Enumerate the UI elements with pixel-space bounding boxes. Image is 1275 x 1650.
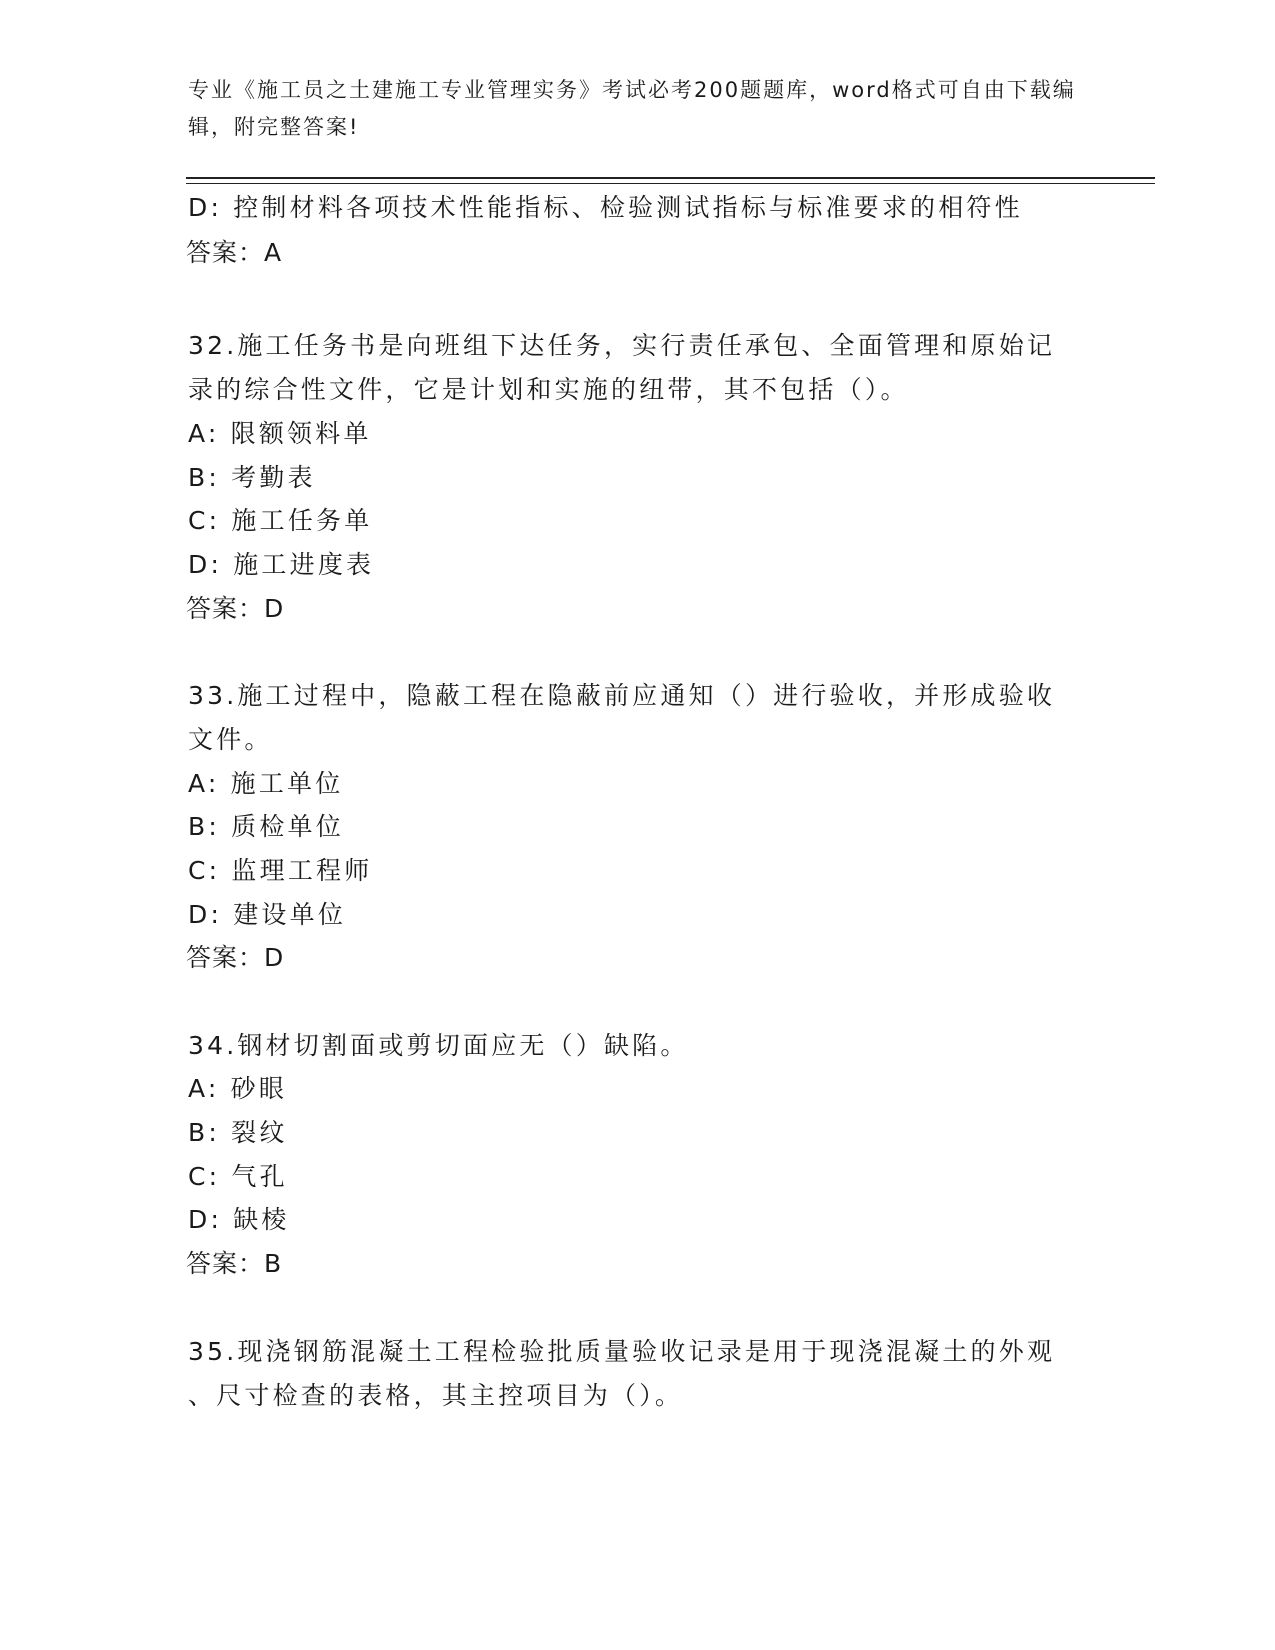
- q33-option-d: D: 建设单位: [188, 900, 347, 929]
- q33-answer: 答案：D: [186, 943, 285, 972]
- q33-option-b: B: 质检单位: [188, 812, 344, 841]
- q33-stem-line2: 文件。: [188, 725, 273, 754]
- header-rule-thick: [186, 177, 1155, 179]
- q34-option-b: B: 裂纹: [188, 1118, 288, 1147]
- prev-option-d: D: 控制材料各项技术性能指标、检验测试指标与标准要求的相符性: [188, 193, 1023, 222]
- q32-option-c: C: 施工任务单: [188, 506, 373, 535]
- prev-answer: 答案：A: [186, 238, 283, 267]
- q32-option-b: B: 考勤表: [188, 463, 316, 492]
- q33-stem-line1: 33.施工过程中，隐蔽工程在隐蔽前应通知（）进行验收，并形成验收: [188, 681, 1056, 710]
- q33-option-c: C: 监理工程师: [188, 856, 373, 885]
- q34-answer: 答案：B: [186, 1249, 283, 1278]
- q32-stem-line1: 32.施工任务书是向班组下达任务，实行责任承包、全面管理和原始记: [188, 331, 1056, 360]
- q34-stem-line1: 34.钢材切割面或剪切面应无（）缺陷。: [188, 1031, 689, 1060]
- q32-option-a: A: 限额领料单: [188, 419, 372, 448]
- q33-option-a: A: 施工单位: [188, 769, 344, 798]
- header-intro: 专业《施工员之土建施工专业管理实务》考试必考200题题库，word格式可自由下载编辑，附完整答案!: [188, 78, 1076, 139]
- q35-stem-line1: 35.现浇钢筋混凝土工程检验批质量验收记录是用于现浇混凝土的外观: [188, 1337, 1056, 1366]
- q34-option-a: A: 砂眼: [188, 1074, 288, 1103]
- q32-option-d: D: 施工进度表: [188, 550, 375, 579]
- q32-stem-line2: 录的综合性文件，它是计划和实施的纽带，其不包括（）。: [188, 375, 909, 404]
- q34-option-c: C: 气孔: [188, 1162, 288, 1191]
- q34-option-d: D: 缺棱: [188, 1205, 290, 1234]
- q32-answer: 答案：D: [186, 594, 285, 623]
- q35-stem-line2: 、尺寸检查的表格，其主控项目为（）。: [188, 1381, 684, 1410]
- header-rule-thin: [186, 183, 1155, 184]
